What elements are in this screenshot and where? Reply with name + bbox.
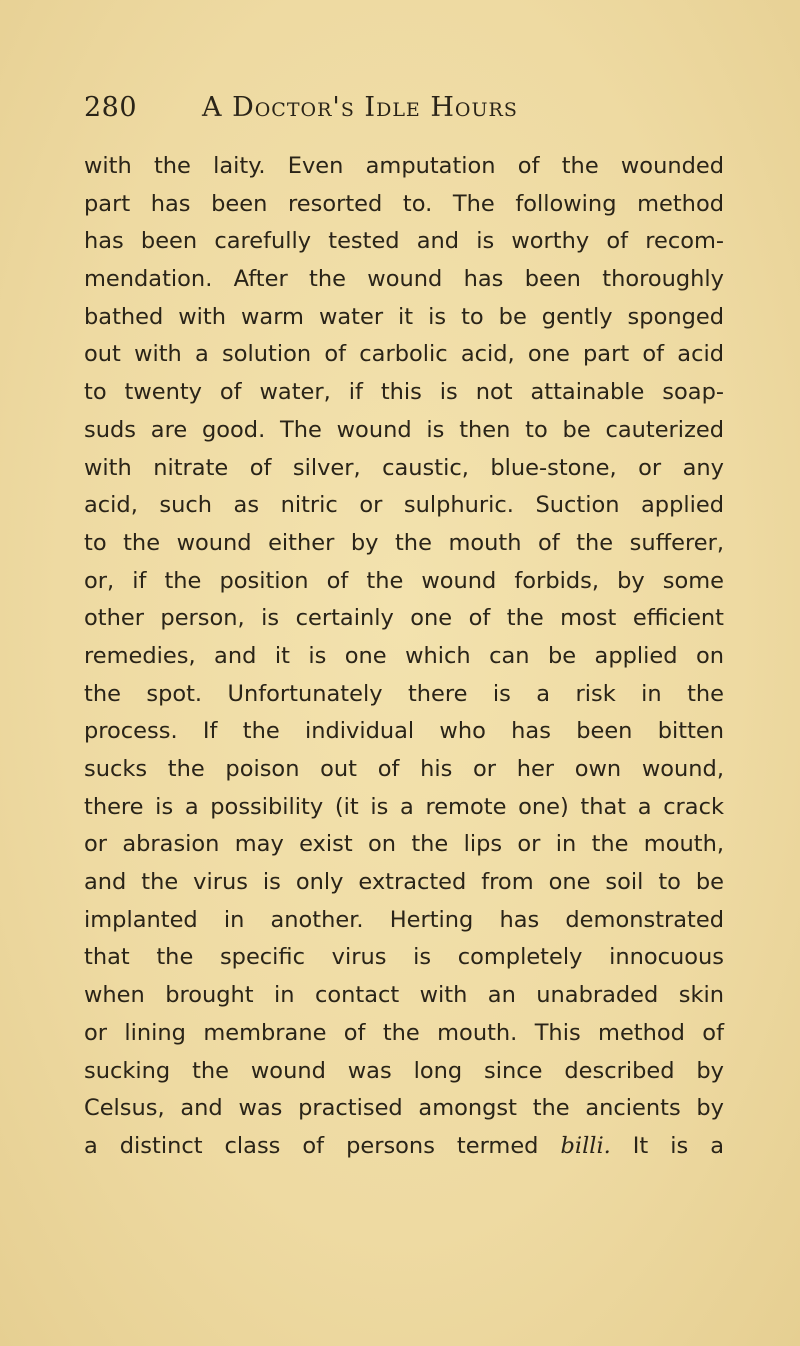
text-line: has been carefully tested and is worthy of recom- (84, 228, 724, 255)
text-line: with nitrate of silver, caustic, blue-stone, or any (84, 454, 724, 481)
text-line: mendation. After the wound has been thoroughly (84, 266, 724, 293)
text-segment: It is a (610, 1132, 724, 1159)
text-line: acid, such as nitric or sulphuric. Suction applied (84, 492, 724, 519)
text-line-last (84, 1128, 724, 1166)
text-line: the spot. Unfortunately there is a risk in the (84, 680, 724, 707)
text-line: bathed with warm water it is to be gently sponged (84, 303, 724, 330)
text-line: remedies, and it is one which can be applied on (84, 642, 724, 669)
text-line: to the wound either by the mouth of the sufferer, (84, 529, 724, 556)
text-line: implanted in another. Herting has demonstrated (84, 906, 724, 933)
page-number: 280 (84, 92, 138, 123)
text-line: sucks the poison out of his or her own wound, (84, 756, 724, 782)
text-line: part has been resorted to. The following method (84, 190, 724, 217)
text-line: suds are good. The wound is then to be cauterized (84, 416, 724, 443)
text-line: there is a possibility (it is a remote one) that a crack (84, 793, 724, 820)
text-line: or, if the position of the wound forbids, by some (84, 567, 724, 594)
text-segment: a distinct class of persons termed (84, 1132, 561, 1159)
text-line: to twenty of water, if this is not attainable soap- (84, 379, 724, 406)
text-line: out with a solution of carbolic acid, one part of acid (84, 341, 724, 368)
text-line: when brought in contact with an unabraded skin (84, 982, 724, 1009)
text-line: Celsus, and was practised amongst the ancients by (84, 1095, 724, 1122)
text-line: with the laity. Even amputation of the wounded (84, 153, 724, 179)
text-line: and the virus is only extracted from one soil to be (84, 869, 724, 896)
text-line: sucking the wound was long since described by (84, 1057, 724, 1084)
page-header (84, 92, 724, 132)
body-paragraph (84, 148, 724, 1166)
text-line: or abrasion may exist on the lips or in the mouth, (84, 831, 724, 858)
italic-term: billi. (560, 1132, 611, 1159)
text-line: or lining membrane of the mouth. This method of (84, 1019, 724, 1046)
text-line: process. If the individual who has been bitten (84, 718, 724, 745)
text-line: other person, is certainly one of the most efficient (84, 605, 724, 632)
running-title: A Doctor's Idle Hours (202, 92, 518, 123)
text-line: that the specific virus is completely innocuous (84, 944, 724, 971)
